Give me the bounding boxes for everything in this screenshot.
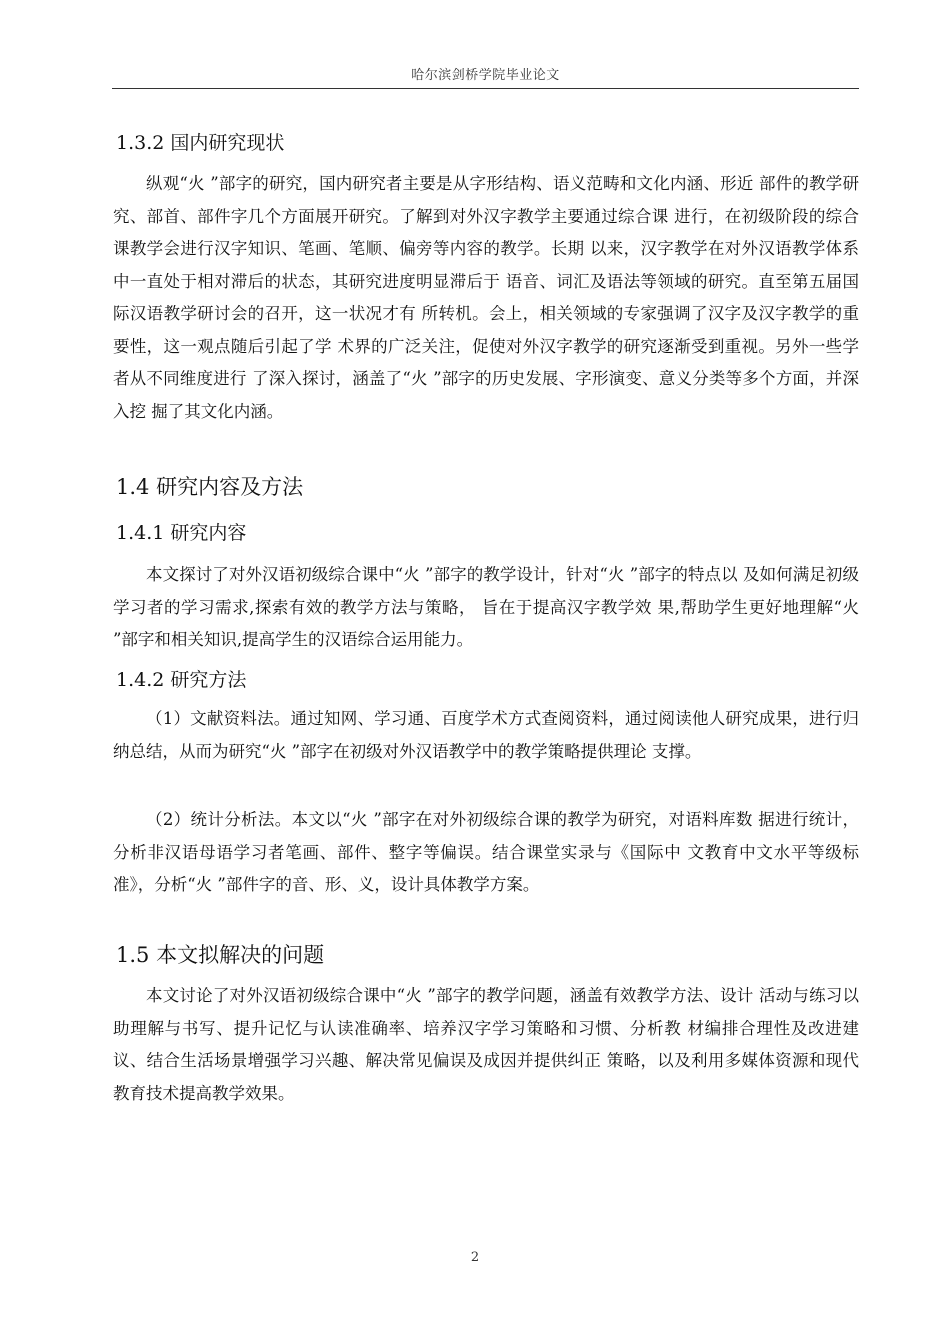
paragraph-problems-to-solve: 本文讨论了对外汉语初级综合课中“火 ”部字的教学问题，涵盖有效教学方法、设计 活动与练习以助理解与书写、提升记忆与认读准确率、培养汉字学习策略和习惯、分析教 材编排合理性及改进建议、结合生活场景增强学习兴趣、解决常见偏误及成因并提供纠正 策略，以及利用多媒体资源和现代教育技术提高教学效果。 bbox=[113, 986, 859, 1103]
section-heading-1-4-2: 1.4.2 研究方法 bbox=[116, 669, 247, 691]
section-heading-1-4-1: 1.4.1 研究内容 bbox=[116, 522, 247, 544]
section-heading-1-5: 1.5 本文拟解决的问题 bbox=[116, 943, 325, 967]
paragraph-method-statistics: （2）统计分析法。本文以“火 ”部字在对外初级综合课的教学为研究，对语料库数 据进行统计，分析非汉语母语学习者笔画、部件、整字等偏误。结合课堂实录与《国际中 文教育中文水平等级标准》，分析“火 ”部件字的音、形、义，设计具体教学方案。 bbox=[113, 810, 859, 894]
header-divider bbox=[112, 88, 859, 89]
paragraph-domestic-research: 纵观“火 ”部字的研究，国内研究者主要是从字形结构、语义范畴和文化内涵、形近 部件的教学研究、部首、部件字几个方面展开研究。了解到对外汉字教学主要通过综合课 进行，在初级阶段的综合课教学会进行汉字知识、笔画、笔顺、偏旁等内容的教学。长期 以来，汉字教学在对外汉语教学体系中一直处于相对滞后的状态，其研究进度明显滞后于 语音、词汇及语法等领域的研究。直至第五届国际汉语教学研讨会的召开，这一状况才有 所转机。会上，相关领域的专家强调了汉字及汉字教学的重要性，这一观点随后引起了学 术界的广泛关注，促使对外汉字教学的研究逐渐受到重视。另外一些学者从不同维度进行 了深入探讨，涵盖了“火 ”部字的历史发展、字形演变、意义分类等多个方面，并深入挖 掘了其文化内涵。 bbox=[113, 174, 859, 421]
paragraph-method-literature: （1）文献资料法。通过知网、学习通、百度学术方式查阅资料，通过阅读他人研究成果，进行归纳总结，从而为研究“火 ”部字在初级对外汉语教学中的教学策略提供理论 支撑。 bbox=[113, 709, 859, 761]
section-heading-1-3-2: 1.3.2 国内研究现状 bbox=[116, 132, 285, 154]
page-number: 2 bbox=[470, 1250, 480, 1265]
running-header: 哈尔滨剑桥学院毕业论文 bbox=[411, 68, 560, 83]
section-heading-1-4: 1.4 研究内容及方法 bbox=[116, 475, 304, 499]
paragraph-research-content: 本文探讨了对外汉语初级综合课中“火 ”部字的教学设计，针对“火 ”部字的特点以 及如何满足初级学习者的学习需求,探索有效的教学方法与策略， 旨在于提高汉字教学效 果,帮助学生更好地理解“火 ”部字和相关知识,提高学生的汉语综合运用能力。 bbox=[113, 565, 859, 649]
